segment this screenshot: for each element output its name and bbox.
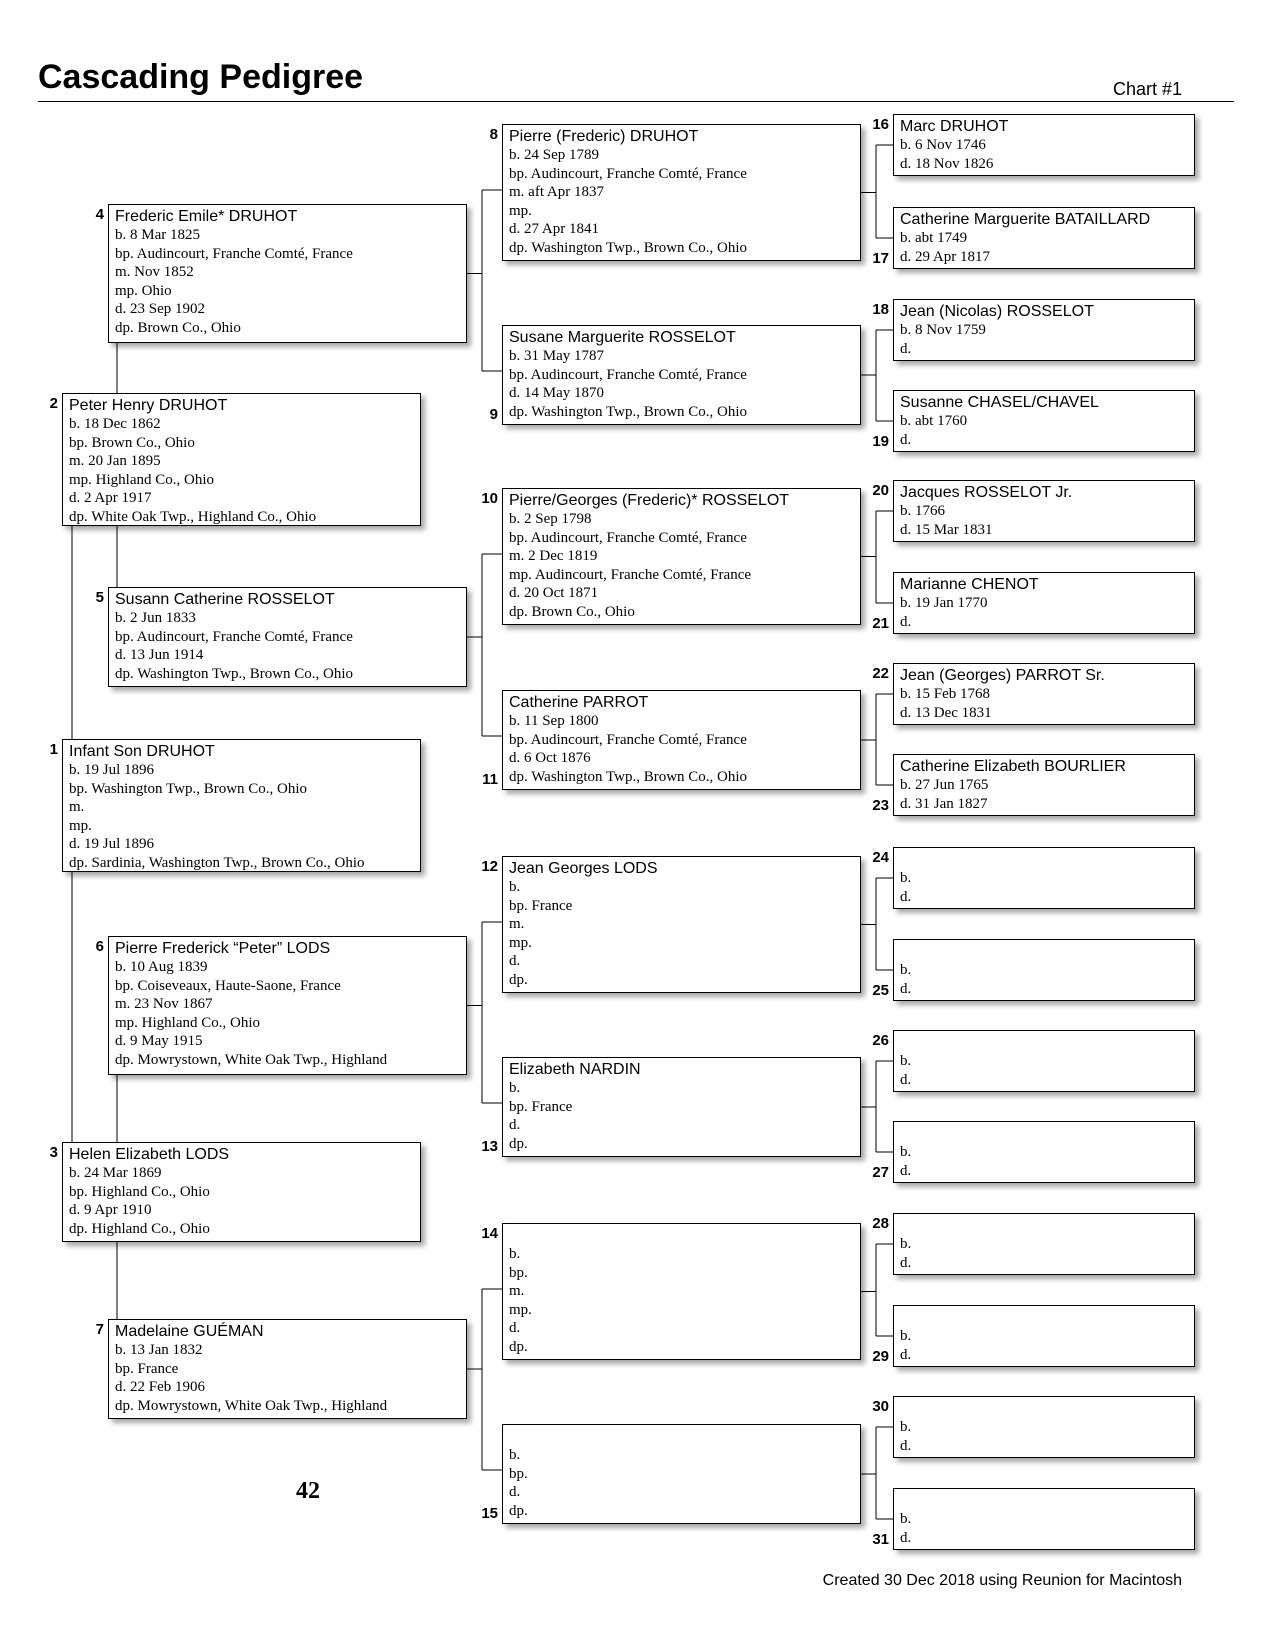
person-number: 27 [872,1164,889,1181]
person-name [509,1427,855,1446]
person-detail: b. 1766 [900,503,945,519]
person-box-25[interactable] [893,939,1195,1001]
person-box-11[interactable] [502,690,861,790]
person-name: Susane Marguerite ROSSELOT [509,329,736,346]
person-box-21[interactable] [893,572,1195,634]
person-name: Jean (Nicolas) ROSSELOT [900,303,1094,320]
person-name: Helen Elizabeth LODS [69,1146,230,1163]
person-detail: bp. Audincourt, Franche Comté, France [115,628,353,645]
person-name: Catherine Marguerite BATAILLARD [900,211,1151,228]
person-detail: b. [900,1144,912,1160]
person-detail: d. 18 Nov 1826 [900,155,994,172]
person-detail: b. 10 Aug 1839 [115,959,208,975]
person-detail: b. [509,1447,521,1463]
person-detail: b. [900,1236,912,1252]
person-detail: dp. Sardinia, Washington Twp., Brown Co., Ohio [69,854,365,871]
person-box-18[interactable] [893,299,1195,361]
person-name: Elizabeth NARDIN [509,1061,641,1078]
person-detail: b. [900,1511,912,1527]
person-detail: d. [509,1484,521,1500]
person-detail: b. 24 Mar 1869 [69,1165,162,1181]
person-detail: dp. [509,971,528,988]
person-detail: mp. Audincourt, Franche Comté, France [509,566,752,583]
created-note: Created 30 Dec 2018 using Reunion for Macintosh [822,1572,1182,1589]
person-detail: b. [900,1419,912,1435]
person-detail: d. 14 May 1870 [509,385,604,401]
person-detail: d. 15 Mar 1831 [900,521,993,538]
person-number: 15 [481,1505,498,1522]
person-name [900,850,1189,869]
person-detail: b. 8 Nov 1759 [900,322,986,338]
person-number: 20 [872,482,889,499]
person-detail: d. [900,1437,912,1454]
person-detail: dp. [509,1135,528,1152]
person-detail: d. 19 Jul 1896 [69,836,155,852]
person-detail: d. 31 Jan 1827 [900,795,988,812]
person-number: 11 [482,771,498,788]
person-name: Frederic Emile* DRUHOT [115,208,298,225]
person-detail: b. [509,1080,521,1096]
person-detail: mp. Highland Co., Ohio [115,1014,260,1031]
person-box-24[interactable] [893,847,1195,909]
person-detail: b. [900,962,912,978]
person-detail: d. 9 Apr 1910 [69,1202,152,1218]
person-box-9[interactable] [502,325,861,425]
person-detail: bp. Coiseveaux, Haute-Saone, France [115,977,341,994]
person-box-17[interactable] [893,207,1195,269]
person-number: 1 [49,741,58,758]
person-detail: d. [900,1254,912,1271]
person-number: 17 [872,250,889,267]
person-box-5[interactable] [108,587,467,687]
person-box-3[interactable] [62,1142,421,1242]
person-detail: dp. Washington Twp., Brown Co., Ohio [509,239,748,256]
person-number: 21 [872,615,889,632]
person-detail: dp. Mowrystown, White Oak Twp., Highland [115,1051,388,1068]
person-detail: b. abt 1749 [900,230,968,246]
person-number: 5 [95,589,104,606]
person-detail: b. 27 Jun 1765 [900,777,989,793]
person-box-6[interactable] [108,936,467,1075]
person-detail: bp. France [509,897,573,914]
person-detail: bp. Audincourt, Franche Comté, France [509,731,747,748]
person-name: Susanne CHASEL/CHAVEL [900,394,1099,411]
person-detail: d. [900,1071,912,1088]
person-detail: dp. Washington Twp., Brown Co., Ohio [509,768,748,785]
person-detail: m. [69,799,85,815]
person-number: 13 [481,1138,498,1155]
person-detail: b. 19 Jul 1896 [69,762,155,778]
person-detail: b. 2 Sep 1798 [509,511,592,527]
person-name: Infant Son DRUHOT [69,743,215,760]
person-detail: b. 11 Sep 1800 [509,713,599,729]
person-detail: bp. [509,1264,528,1281]
person-number: 19 [872,433,889,450]
person-detail: bp. Audincourt, Franche Comté, France [509,529,747,546]
person-detail: bp. Audincourt, Franche Comté, France [509,165,747,182]
person-detail: m. [509,1283,525,1299]
person-number: 16 [872,116,889,133]
person-detail: dp. Washington Twp., Brown Co., Ohio [115,665,354,682]
person-detail: b. [900,1053,912,1069]
person-name: Marianne CHENOT [900,576,1039,593]
person-box-12[interactable] [502,856,861,993]
person-name: Madelaine GUÉMAN [115,1323,264,1340]
person-detail: mp. [509,1301,532,1318]
person-detail: d. 2 Apr 1917 [69,490,152,506]
person-number: 9 [489,406,498,423]
person-detail: bp. Audincourt, Franche Comté, France [115,245,353,262]
person-detail: m. Nov 1852 [115,264,194,280]
person-name [509,1226,855,1245]
person-box-30[interactable] [893,1396,1195,1458]
person-number: 25 [872,982,889,999]
person-detail: b. 15 Feb 1768 [900,686,990,702]
person-name: Catherine PARROT [509,694,649,711]
person-detail: bp. France [509,1098,573,1115]
person-box-28[interactable] [893,1213,1195,1275]
person-name [900,1491,1189,1510]
person-number: 28 [872,1215,889,1232]
person-detail: b. 18 Dec 1862 [69,416,161,432]
person-box-29[interactable] [893,1305,1195,1367]
person-detail: mp. [69,817,92,834]
person-detail: d. 22 Feb 1906 [115,1379,205,1395]
person-box-15[interactable] [502,1424,861,1524]
person-name: Pierre (Frederic) DRUHOT [509,128,699,145]
person-detail: dp. [509,1502,528,1519]
person-detail: m. aft Apr 1837 [509,184,604,200]
person-number: 3 [49,1144,58,1161]
person-box-10[interactable] [502,488,861,625]
person-box-16[interactable] [893,114,1195,176]
person-number: 4 [95,206,104,223]
person-number: 22 [872,665,889,682]
person-detail: b. [509,879,521,895]
person-detail: bp. Audincourt, Franche Comté, France [509,366,747,383]
person-box-14[interactable] [502,1223,861,1360]
person-name [900,942,1189,961]
person-detail: mp. Highland Co., Ohio [69,471,214,488]
person-detail: d. 20 Oct 1871 [509,585,599,601]
person-detail: b. abt 1760 [900,413,968,429]
person-detail: m. 20 Jan 1895 [69,453,161,469]
person-detail: d. [900,431,912,448]
person-number: 2 [49,395,58,412]
person-name: Pierre/Georges (Frederic)* ROSSELOT [509,492,790,509]
person-number: 10 [481,490,498,507]
person-detail: d. 9 May 1915 [115,1033,203,1049]
person-box-2[interactable] [62,393,421,526]
person-detail: d. [509,1320,521,1336]
person-detail: d. 6 Oct 1876 [509,750,591,766]
person-name: Jean (Georges) PARROT Sr. [900,667,1105,684]
person-number: 6 [95,938,104,955]
person-detail: dp. White Oak Twp., Highland Co., Ohio [69,508,317,525]
page-number: 42 [296,1478,320,1504]
person-detail: d. [509,1117,521,1133]
person-detail: b. [900,1328,912,1344]
person-number: 29 [872,1348,889,1365]
person-detail: mp. [509,934,532,951]
person-box-31[interactable] [893,1488,1195,1550]
person-number: 14 [481,1225,498,1242]
person-detail: b. [509,1246,521,1262]
person-box-26[interactable] [893,1030,1195,1092]
person-detail: b. 2 Jun 1833 [115,610,196,626]
person-box-4[interactable] [108,204,467,343]
person-detail: d. [900,1162,912,1179]
person-detail: b. 13 Jan 1832 [115,1342,203,1358]
person-number: 7 [95,1321,104,1338]
person-name [900,1124,1189,1143]
person-name [900,1399,1189,1418]
person-detail: d. [900,613,912,630]
person-box-22[interactable] [893,663,1195,725]
person-detail: dp. Mowrystown, White Oak Twp., Highland [115,1397,388,1414]
person-detail: m. 2 Dec 1819 [509,548,598,564]
person-detail: d. 23 Sep 1902 [115,301,205,317]
person-detail: d. 29 Apr 1817 [900,248,990,265]
person-detail: bp. Highland Co., Ohio [69,1183,210,1200]
person-detail: mp. [509,202,532,219]
page-title: Cascading Pedigree [38,58,364,96]
person-detail: bp. France [115,1360,179,1377]
person-number: 8 [489,126,498,143]
person-name [900,1033,1189,1052]
person-detail: d. [900,980,912,997]
person-box-20[interactable] [893,480,1195,542]
person-detail: d. [900,1346,912,1363]
person-detail: b. 19 Jan 1770 [900,595,988,611]
person-box-23[interactable] [893,754,1195,816]
person-detail: d. 13 Jun 1914 [115,647,204,663]
person-name: Jacques ROSSELOT Jr. [900,484,1073,501]
person-name: Susann Catherine ROSSELOT [115,591,335,608]
person-detail: mp. Ohio [115,282,172,299]
person-number: 30 [872,1398,889,1415]
person-detail: d. [509,953,521,969]
person-box-19[interactable] [893,390,1195,452]
person-name: Pierre Frederick “Peter” LODS [115,940,331,957]
person-detail: d. [900,888,912,905]
chart-number: Chart #1 [1112,79,1182,99]
person-box-13[interactable] [502,1057,861,1157]
person-detail: d. [900,1529,912,1546]
person-box-1[interactable] [62,739,421,872]
person-number: 26 [872,1032,889,1049]
person-number: 31 [872,1531,889,1548]
person-number: 24 [872,849,889,866]
person-detail: b. 24 Sep 1789 [509,147,599,163]
person-detail: bp. Brown Co., Ohio [69,434,195,451]
person-detail: bp. [509,1465,528,1482]
person-name: Jean Georges LODS [509,860,658,877]
person-name: Catherine Elizabeth BOURLIER [900,758,1126,775]
person-detail: dp. Washington Twp., Brown Co., Ohio [509,403,748,420]
person-number: 12 [481,858,498,875]
person-number: 18 [872,301,889,318]
person-detail: dp. Highland Co., Ohio [69,1220,210,1237]
person-detail: b. 8 Mar 1825 [115,227,200,243]
person-name: Peter Henry DRUHOT [69,397,228,414]
person-name: Marc DRUHOT [900,118,1009,135]
person-detail: dp. [509,1338,528,1355]
person-detail: bp. Washington Twp., Brown Co., Ohio [69,780,308,797]
person-box-8[interactable] [502,124,861,261]
person-detail: dp. Brown Co., Ohio [509,603,635,620]
person-box-27[interactable] [893,1121,1195,1183]
person-detail: d. 27 Apr 1841 [509,221,599,237]
person-detail: b. [900,870,912,886]
person-name [900,1216,1189,1235]
person-number: 23 [872,797,889,814]
person-detail: m. [509,916,525,932]
person-detail: b. 31 May 1787 [509,348,604,364]
person-detail: m. 23 Nov 1867 [115,996,213,1012]
person-name [900,1308,1189,1327]
person-detail: d. [900,340,912,357]
person-detail: dp. Brown Co., Ohio [115,319,241,336]
person-detail: b. 6 Nov 1746 [900,137,986,153]
person-detail: d. 13 Dec 1831 [900,704,992,721]
person-box-7[interactable] [108,1319,467,1419]
